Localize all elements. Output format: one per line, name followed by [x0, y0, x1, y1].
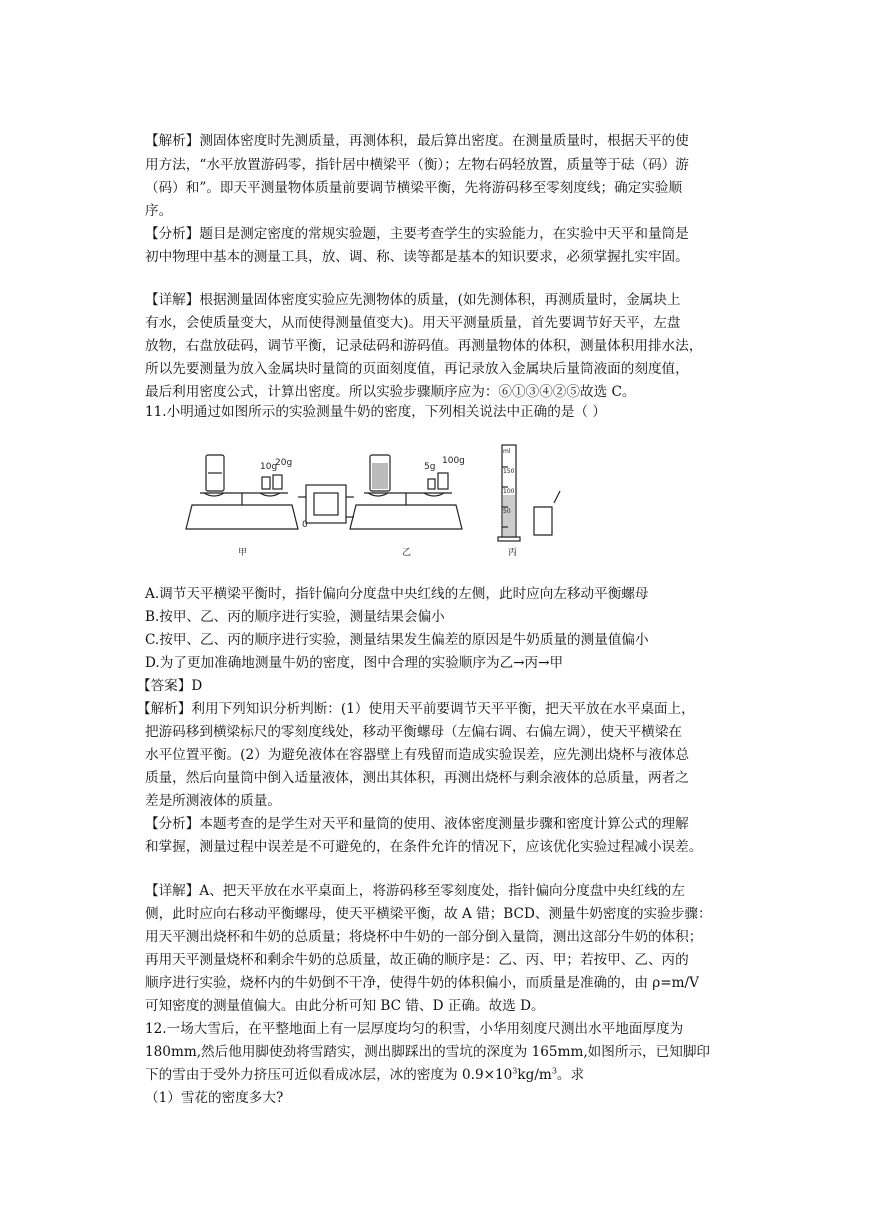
q11-analysis-line: 【解析】利用下列知识分析判断：(1）使用天平前要调节天平平衡，把天平放在水平桌面上，	[137, 701, 695, 717]
pointer-inset-icon	[298, 485, 354, 530]
caption-jia: 甲	[238, 548, 248, 558]
q10-analysis-line: 【解析】测固体密度时先测质量，再测体积，最后算出密度。在测量质量时，根据天平的使	[145, 133, 689, 149]
q10-analysis-line: 初中物理中基本的测量工具，放、调、称、读等都是基本的知识要求，必须掌握扎实牢固。	[145, 249, 689, 265]
q11-figure	[180, 437, 600, 569]
q11-stem: 11.小明通过如图所示的实验测量牛奶的密度，下列相关说法中正确的是（ ）	[145, 404, 606, 420]
q10-detail-line: 放物，右盘放砝码，调节平衡，记录砝码和游码值。再测量物体的体积，测量体积用排水法，	[145, 338, 703, 354]
q11-analysis-line: 质量，然后向量筒中倒入适量液体，测出其体积，再测出烧杯与剩余液体的总质量，两者之	[145, 770, 689, 786]
q11-analysis-line: 差是所测液体的质量。	[145, 793, 281, 809]
q12-stem-line: 下的雪由于受外力挤压可近似看成冰层，冰的密度为 $0.9\times 10^3kg/m^3$。求	[145, 1066, 585, 1083]
cylinder-tick: 100	[503, 488, 515, 495]
weight-label: 5g	[424, 462, 436, 472]
q11-analysis-line: 【分析】本题考查的是学生对天平和量筒的使用、液体密度测量步骤和密度计算公式的理解	[145, 816, 689, 832]
q11-detail-line: 可知密度的测量值偏大。由此分析可知 BC 错、D 正确。故选 D。	[145, 998, 545, 1014]
q12-subquestion-1: （1）雪花的密度多大?	[145, 1090, 284, 1106]
q11-option-b: B.按甲、乙、丙的顺序进行实验，测量结果会偏小	[145, 609, 445, 625]
q11-analysis-line: 和掌握，测量过程中误差是不可避免的，在条件允许的情况下，应该优化实验过程减小误差。	[145, 839, 703, 855]
cylinder-tick: 50	[503, 508, 511, 515]
q11-option-a: A.调节天平横梁平衡时，指针偏向分度盘中央红线的左侧，此时应向左移动平衡螺母	[145, 586, 649, 602]
q10-analysis-line: （码）和”。即天平测量物体质量前要调节横梁平衡，先将游码移至零刻度线；确定实验顺	[145, 180, 683, 196]
balance-yi	[350, 455, 462, 529]
caption-yi: 乙	[402, 548, 412, 558]
svg-text:0: 0	[302, 520, 308, 530]
q11-option-d: D.为了更加准确地测量牛奶的密度，图中合理的实验顺序为乙→丙→甲	[145, 655, 564, 671]
q11-detail-line: 【详解】A、把天平放在水平桌面上，将游码移至零刻度处，指针偏向分度盘中央红线的左	[145, 883, 685, 899]
q10-analysis-line: 序。	[145, 203, 173, 219]
q10-detail-line: 有水，会使质量变大，从而使得测量值变大)。用天平测量质量，首先要调节好天平，左盘	[145, 315, 681, 331]
q12-stem-line: 12.一场大雪后，在平整地面上有一层厚度均匀的积雪，小华用刻度尺测出水平地面厚度为	[145, 1021, 684, 1037]
q11-detail-line: 再用天平测量烧杯和剩余牛奶的总质量，故正确的顺序是：乙、丙、甲；若按甲、乙、丙的	[145, 952, 689, 968]
q10-detail-line: 所以先要测量为放入金属块时量筒的页面刻度值，再记录放入金属块后量筒液面的刻度值，	[145, 361, 689, 377]
q11-analysis-line: 把游码移到横梁标尺的零刻度线处，移动平衡螺母（左偏右调、右偏左调），使天平横梁在	[145, 724, 682, 740]
q11-option-c: C.按甲、乙、丙的顺序进行实验，测量结果发生偏差的原因是牛奶质量的测量值偏小	[145, 632, 649, 648]
q10-analysis-line: 【分析】题目是测定密度的常规实验题，主要考查学生的实验能力，在实验中天平和量筒是	[145, 226, 689, 242]
weight-label: 10g	[260, 462, 278, 472]
q10-detail-line: 【详解】根据测量固体密度实验应先测物体的质量，(如先测体积，再测质量时，金属块上	[145, 292, 681, 308]
cylinder-tick: ml	[503, 448, 511, 455]
weight-label: 100g	[442, 456, 465, 466]
q11-analysis-line: 水平位置平衡。(2）为避免液体在容器壁上有残留而造成实验误差，应先测出烧杯与液体总	[145, 747, 690, 763]
q12-stem-line: 180mm,然后他用脚使劲将雪踏实，测出脚踩出的雪坑的深度为 165mm,如图所示，已知脚印	[145, 1044, 711, 1060]
q11-detail-line: 侧，此时应向右移动平衡螺母，使天平横梁平衡，故 A 错；BCD、测量牛奶密度的实验步骤：	[145, 906, 712, 922]
q11-answer: 【答案】D	[137, 678, 203, 694]
q11-detail-line: 用天平测出烧杯和牛奶的总质量；将烧杯中牛奶的一部分倒入量筒，测出这部分牛奶的体积；	[145, 929, 703, 945]
q10-detail-line: 最后利用密度公式，计算出密度。所以实验步骤顺序应为：⑥①③④②⑤故选 C。	[145, 384, 636, 400]
q11-detail-line: 顺序进行实验，烧杯内的牛奶倒不干净，使得牛奶的体积偏小，而质量是准确的，由 ρ=m/V	[145, 975, 699, 991]
q10-analysis-line: 用方法，“水平放置游码零，指针居中横梁平（衡）；左物右码轻放置，质量等于砝（码）游	[145, 157, 689, 173]
cylinder-tick: 150	[503, 468, 515, 475]
weight-label: 20g	[275, 458, 293, 468]
caption-bing: 丙	[508, 548, 518, 558]
